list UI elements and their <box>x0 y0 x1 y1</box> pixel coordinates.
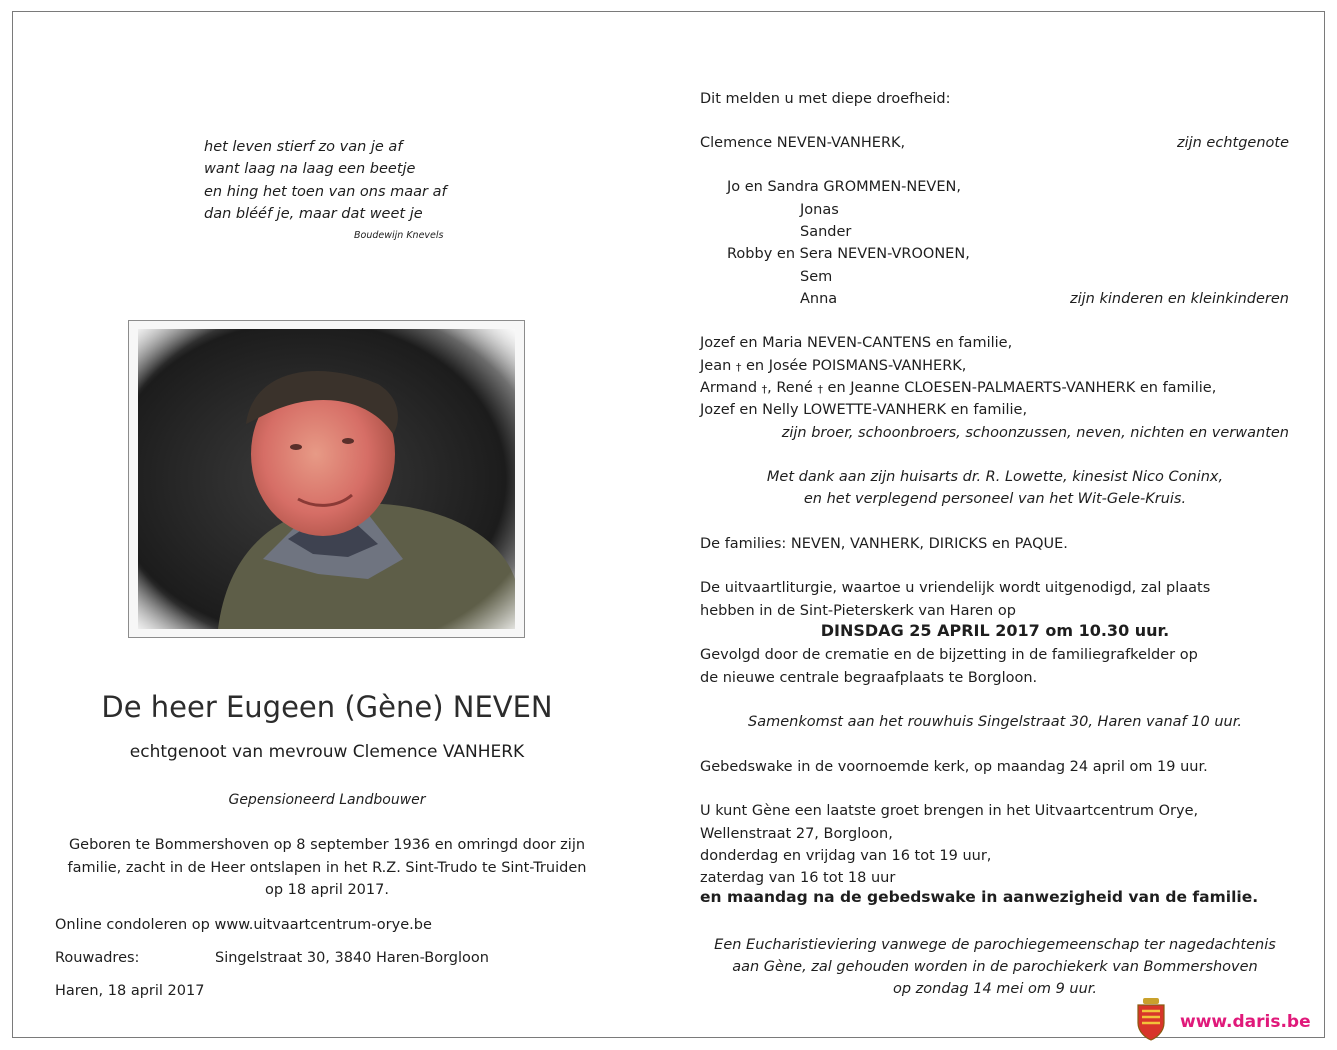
watermark[interactable]: www.daris.be <box>1180 1012 1311 1032</box>
gathering: Samenkomst aan het rouwhuis Singelstraat 30, Haren vanaf 10 uur. <box>748 714 1242 730</box>
mass-line: Een Eucharistieviering vanwege de parochiegemeenschap ter nagedachtenis <box>714 937 1276 953</box>
mass-line: op zondag 14 mei om 9 uur. <box>892 981 1098 997</box>
deceased-name: De heer Eugeen (Gène) NEVEN <box>101 690 553 724</box>
visit-line-2: Wellenstraat 27, Borgloon, <box>700 826 893 842</box>
funeral-line-4: de nieuwe centrale begraafplaats te Borgloon. <box>700 670 1038 686</box>
children-role: zijn kinderen en kleinkinderen <box>1070 291 1289 307</box>
birth-text <box>0 834 654 902</box>
sibling-2-rest: en Josée POISMANS-VANHERK, <box>746 358 967 374</box>
online-condolence: Online condoleren op www.uitvaartcentrum-orye.be <box>55 917 432 933</box>
families: De families: NEVEN, VANHERK, DIRICKS en PAQUE. <box>700 536 1068 552</box>
poem-line: en hing het toen van ons maar af <box>204 183 447 200</box>
visit-line-4: zaterdag van 16 tot 18 uur <box>700 870 896 886</box>
poem-line: dan blééf je, maar dat weet je <box>204 205 423 222</box>
sibling-3-rest: en Jeanne CLOESEN-PALMAERTS-VANHERK en familie, <box>827 380 1217 396</box>
child-1: Jo en Sandra GROMMEN-NEVEN, <box>727 179 961 195</box>
poem-line: het leven stierf zo van je af <box>204 139 403 155</box>
birth-line: op 18 april 2017. <box>265 882 389 898</box>
grandchild-1: Jonas <box>800 202 839 218</box>
crest-icon <box>1134 997 1168 1041</box>
birth-line: familie, zacht in de Heer ontslapen in het R.Z. Sint-Trudo te Sint-Truiden <box>67 859 587 876</box>
siblings-role: zijn broer, schoonbroers, schoonzussen, neven, nichten en verwanten <box>781 425 1289 441</box>
place-date: Haren, 18 april 2017 <box>55 983 205 999</box>
address: Singelstraat 30, 3840 Haren-Borgloon <box>215 950 489 966</box>
funeral-datetime: DINSDAG 25 APRIL 2017 om 10.30 uur. <box>820 621 1170 640</box>
child-2: Robby en Sera NEVEN-VROONEN, <box>727 246 970 262</box>
funeral-line-2: hebben in de Sint-Pieterskerk van Haren op <box>700 603 1016 619</box>
thanks-line: Met dank aan zijn huisarts dr. R. Lowette, kinesist Nico Coninx, <box>766 469 1224 485</box>
sibling-4: Jozef en Nelly LOWETTE-VANHERK en familie, <box>700 402 1028 418</box>
spouse-role: zijn echtgenote <box>1176 135 1289 151</box>
thanks-line: en het verplegend personeel van het Wit-Gele-Kruis. <box>803 491 1187 507</box>
grandchild-4: Anna <box>800 291 838 307</box>
funeral-line-3: Gevolgd door de crematie en de bijzetting in de familiegrafkelder op <box>700 647 1198 663</box>
poem-line: want laag na laag een beetje <box>204 161 416 178</box>
intro: Dit melden u met diepe droefheid: <box>700 91 951 107</box>
portrait-photo <box>128 320 525 638</box>
poem <box>204 136 447 225</box>
cross-icon: † <box>817 383 823 396</box>
cross-icon: † <box>735 361 742 374</box>
profession: Gepensioneerd Landbouwer <box>228 792 426 808</box>
portrait-image <box>138 329 515 629</box>
mass-line: aan Gène, zal gehouden worden in de parochiekerk van Bommershoven <box>732 959 1258 975</box>
funeral-line-1: De uitvaartliturgie, waartoe u vriendelijk wordt uitgenodigd, zal plaats <box>700 580 1211 596</box>
wake: Gebedswake in de voornoemde kerk, op maandag 24 april om 19 uur. <box>700 759 1208 775</box>
poem-author: Boudewijn Knevels <box>354 230 444 241</box>
address-label: Rouwadres: <box>55 950 140 966</box>
visit-line-1: U kunt Gène een laatste groet brengen in het Uitvaartcentrum Orye, <box>700 803 1199 819</box>
grandchild-2: Sander <box>800 224 852 240</box>
sibling-3-name: Armand <box>700 380 758 396</box>
sibling-3 <box>700 377 1216 401</box>
sibling-1: Jozef en Maria NEVEN-CANTENS en familie, <box>700 335 1013 351</box>
spouse-name: Clemence NEVEN-VANHERK, <box>700 135 906 151</box>
sibling-3-name-2: , René <box>767 380 813 396</box>
grandchild-3: Sem <box>800 269 833 285</box>
cross-icon: † <box>761 383 768 396</box>
thanks <box>680 466 1310 510</box>
sibling-2 <box>700 355 966 379</box>
spouse-line: echtgenoot van mevrouw Clemence VANHERK <box>129 742 525 762</box>
visit-line-3: donderdag en vrijdag van 16 tot 19 uur, <box>700 848 992 864</box>
birth-line: Geboren te Bommershoven op 8 september 1936 en omringd door zijn <box>68 837 586 853</box>
mass <box>660 934 1330 1000</box>
sibling-2-name: Jean <box>700 358 732 374</box>
visit-line-5: en maandag na de gebedswake in aanwezigheid van de familie. <box>700 888 1259 906</box>
